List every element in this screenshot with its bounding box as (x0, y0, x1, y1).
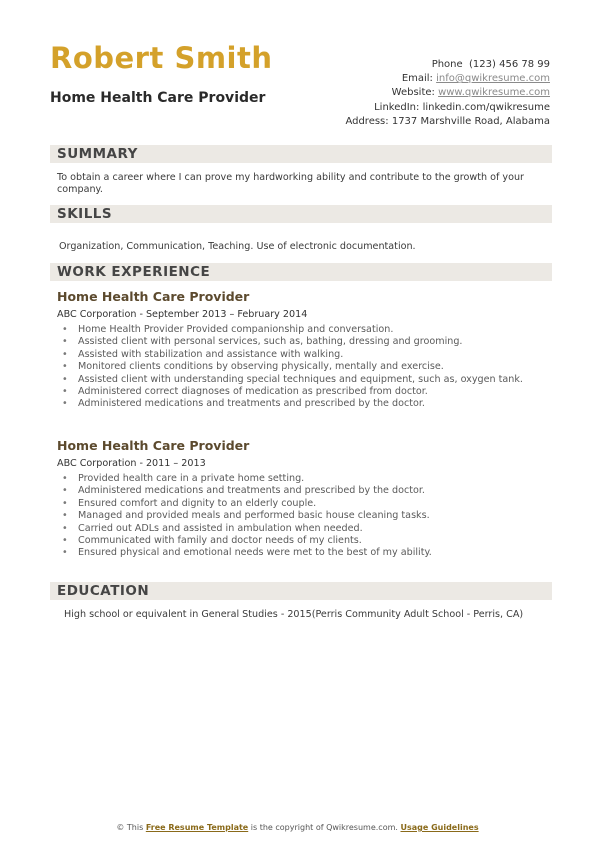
list-item: • Managed and provided meals and performed basic house cleaning tasks. (57, 510, 432, 522)
experience-heading: WORK EXPERIENCE (57, 264, 211, 280)
contact-address (345, 115, 550, 129)
list-item: • Administered correct diagnoses of medication as prescribed from doctor. (57, 386, 523, 398)
contact-block (345, 58, 550, 129)
list-item: • Administered medications and treatments and prescribed by the doctor. (57, 398, 523, 410)
list-item: • Carried out ADLs and assisted in ambulation when needed. (57, 523, 432, 535)
summary-text: To obtain a career where I can prove my hardworking ability and contribute to the growth of your company. (57, 172, 524, 195)
job-title: Home Health Care Provider (57, 289, 250, 304)
list-item: • Assisted with stabilization and assistance with walking. (57, 349, 523, 361)
linkedin-label: LinkedIn: (374, 101, 420, 113)
education-section-header (50, 582, 552, 600)
contact-email (345, 72, 550, 86)
skills-section-header (50, 205, 552, 223)
list-item: • Assisted client with personal services, such as, bathing, dressing and grooming. (57, 336, 523, 348)
list-item: • Home Health Provider Provided companionship and conversation. (57, 324, 523, 336)
phone-label: Phone (431, 59, 463, 70)
job-title: Home Health Care Provider (57, 438, 250, 453)
contact-phone (345, 58, 550, 72)
list-item: • Provided health care in a private home setting. (57, 473, 432, 485)
list-item: • Ensured physical and emotional needs were met to the best of my ability. (57, 547, 432, 559)
list-item: • Assisted client with understanding special techniques and equipment, such as, oxygen tank. (57, 374, 523, 386)
candidate-role: Home Health Care Provider (50, 90, 266, 106)
summary-section-header (50, 145, 552, 163)
list-item: • Communicated with family and doctor needs of my clients. (57, 535, 432, 547)
footer-prefix: © This (116, 823, 144, 832)
email-label: Email: (401, 73, 433, 85)
job-bullet-list (57, 324, 523, 411)
phone-value: (123) 456 78 99 (469, 59, 550, 70)
footer (0, 823, 595, 832)
address-value: 1737 Marshville Road, Alabama (391, 115, 550, 127)
skills-text: Organization, Communication, Teaching. Use of electronic documentation. (59, 241, 416, 252)
candidate-name: Robert Smith (50, 41, 273, 75)
address-label: Address: (345, 115, 389, 127)
contact-website (345, 86, 550, 100)
footer-copyright-text: is the copyright of Qwikresume.com. (250, 823, 398, 832)
email-link[interactable]: info@qwikresume.com (436, 73, 550, 85)
job-bullet-list (57, 473, 432, 560)
education-heading: EDUCATION (57, 583, 150, 599)
skills-heading: SKILLS (57, 206, 113, 222)
free-resume-template-link[interactable]: Free Resume Template (145, 823, 249, 832)
experience-section-header (50, 263, 552, 281)
website-label: Website: (391, 87, 435, 99)
education-text: High school or equivalent in General Studies - 2015(Perris Community Adult School - Perris, CA) (64, 609, 524, 620)
summary-heading: SUMMARY (57, 146, 138, 162)
usage-guidelines-link[interactable]: Usage Guidelines (400, 823, 479, 832)
list-item: • Administered medications and treatments and prescribed by the doctor. (57, 485, 432, 497)
job-company-dates: ABC Corporation - 2011 – 2013 (57, 458, 206, 469)
website-link[interactable]: www.qwikresume.com (438, 87, 550, 99)
list-item: • Ensured comfort and dignity to an elderly couple. (57, 498, 432, 510)
job-company-dates: ABC Corporation - September 2013 – February 2014 (57, 309, 308, 320)
contact-linkedin (345, 101, 550, 115)
list-item: • Monitored clients conditions by observing physically, mentally and exercise. (57, 361, 523, 373)
linkedin-value: linkedin.com/qwikresume (422, 101, 550, 113)
